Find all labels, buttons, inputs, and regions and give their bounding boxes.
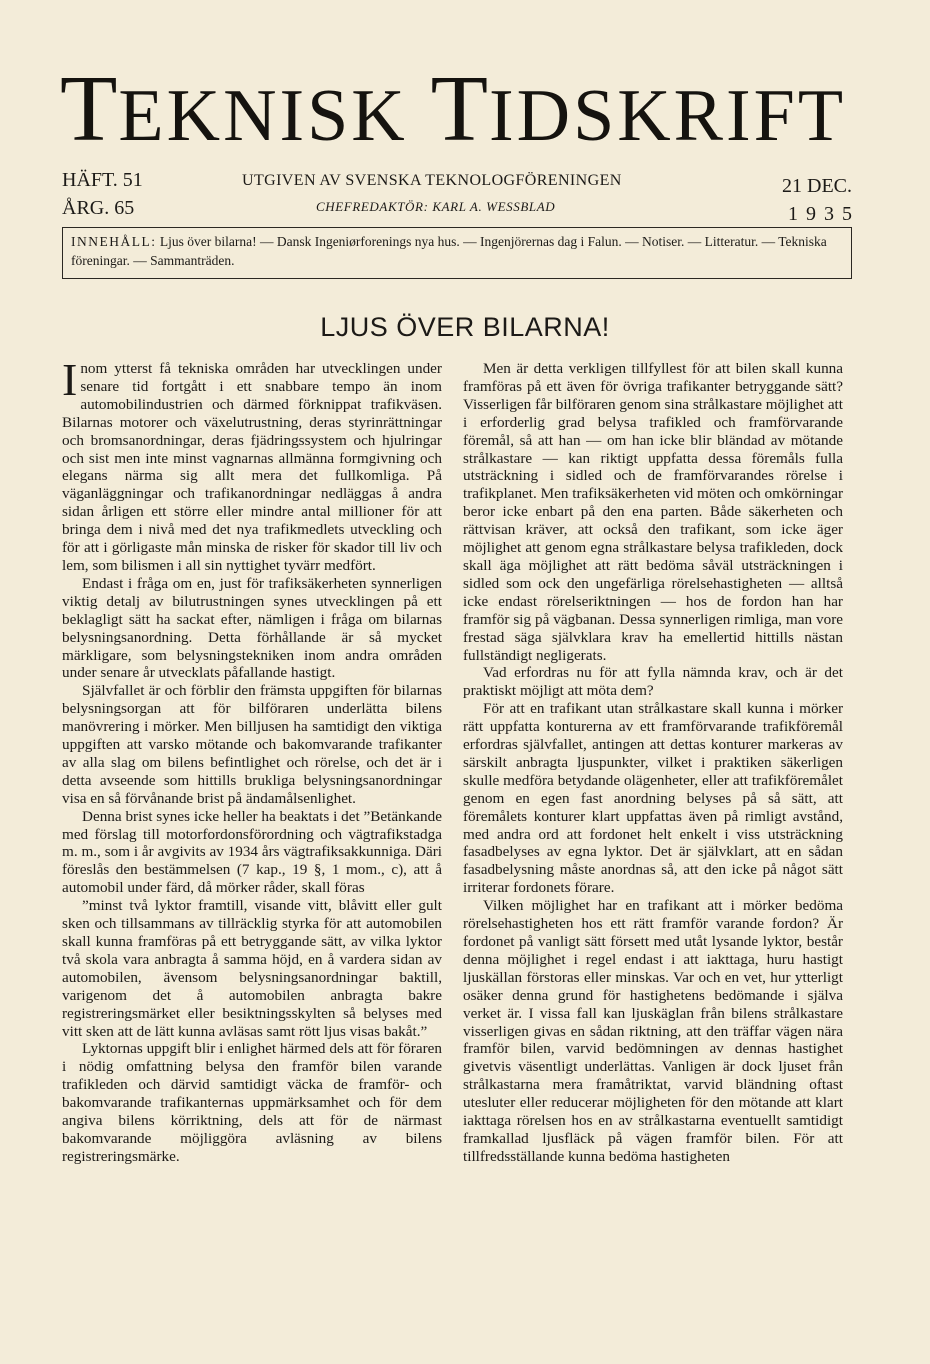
paragraph: Inom ytterst få tekniska områden har utvecklingen under senare tid fortgått i ett snabbare tempo än inom automobilindustrien och därmed förknippat trafikväsen. Bilarnas motorer och växelutrustning, deras styrinrättningar och bromsanordningar, deras fjädringssystem och hjulringar och sist men inte minst vagnarnas allmänna formgivning och elegans närma sig allt mera det fullkomliga. På väganläggningar och trafikanordningar nedläggas å andra sidan årligen ett större eller mindre antal millioner för att bringa dem i nivå med det nya trafikmedlets utveckling och för att i görligaste mån minska de risker för skador till liv och lem, som bilismen i all sin nyttighet tyvärr medfört. bbox=[62, 354, 442, 574]
paragraph: Vad erfordras nu för att fylla nämnda krav, och är det praktiskt möjligt att möta dem? bbox=[463, 664, 843, 700]
article-headline: LJUS ÖVER BILARNA! bbox=[320, 312, 610, 342]
paragraph: För att en trafikant utan strålkastare skall kunna i mörker rätt uppfatta konturerna av ett framförvarande trafikföremål erfordras självfallet, antingen att dettas konturer markeras av särskilt anbragta ljuspunkter, vilket i praktiken säkerligen skulle medföra betydande olägenheter, eller att trafikföremålet genom en egen fast anordning belyses på så sätt, att föremålets konturer klart uppfattas även på rimligt avstånd, med andra ord att fordonet helt enkelt i viss utsträckning fasadbelyses av egna lyktor. Det är självklart, att en sådan fasadbelysning måste anordnas så, att den icke på något sätt irriterar fordonets förare. bbox=[463, 700, 843, 897]
contents-label: INNEHÅLL: bbox=[71, 234, 157, 249]
publisher-line: UTGIVEN AV SVENSKA TEKNOLOGFÖRENINGEN bbox=[242, 172, 622, 189]
paragraph: Vilken möjlighet har en trafikant att i mörker bedöma rörelsehastigheten hos ett rätt framför varande fordon? Är fordonet på vanligt sätt försett med utåt lysande lyktor, består denna möjlighet i regel endast i att iakttaga, huru hastigt ljuskällan förstoras eller minskas. Var och en vet, hur ytterligt osäker denna grund för hastighetens bedömande i själva verket är. I vissa fall kan ljuskäglan från bilens strålkastare visserligen givas en sådan riktning, att den träffar vägen nära framför bilen, varvid bedömningen av dennas hastighet givetvis väsentligt underlättas. Vanligen är dock ljuset från strålkastarna mera framåtriktat, varvid bländning oftast utesluter eller reducerar möjligheten för den mötande att klart iakttaga rörelsen hos en av strålkastarna eventuellt samtidigt framkallad ljusfläck på vägen framför bilen. För att tillfredsställande kunna bedöma hastigheten bbox=[463, 897, 843, 1165]
paragraph: Lyktornas uppgift blir i enlighet härmed dels att för föraren i nödig omfattning belysa den framför bilen varande trafikleden och därvid samtidigt väcka de framför- och bakomvarande trafikanternas uppmärksamhet och för dem angiva bilens körriktning, dels att för de närmast bakomvarande möjliggöra avläsning av bilens registreringsmärke. bbox=[62, 1040, 442, 1165]
contents-text: Ljus över bilarna! — Dansk Ingeniørforenings nya hus. — Ingenjörernas dag i Falun. — Notiser. — Litteratur. — Tekniska föreningar. — Sammanträden. bbox=[71, 234, 827, 268]
issue-haft: HÄFT. 51 bbox=[62, 169, 143, 191]
masthead-title: TEKNISK TIDSKRIFT bbox=[60, 57, 847, 161]
date-year: 1935 bbox=[788, 203, 860, 225]
paragraph: Men är detta verkligen tillfyllest för att bilen skall kunna framföras på ett även för övriga trafikanter betryggande sätt? Visserligen får bilföraren genom sina strålkastare möjlighet att i erforderlig grad belysa trafikled och framförvarande föremål, så att han — om han icke blir bländad av mötande strålkastare — kan riktigt uppfatta dessa föremåls fulla utsträckning i sidled och de framförvarandes rörelse i trafikplanet. Men trafiksäkerheten vid möten och omkörningar beror icke enbart på den ena parten. Både säkerheten och rättvisan kräver, att också den trafikant, som icke äger möjlighet att genom egna strålkastare belysa trafikleden, dock skall äga möjlighet att rätt bedöma såväl utsträckningen i sidled som ock den ungefärliga rörelsehastigheten — alltså icke endast rörelseriktningen — hos de fordon han har framför sig på vägbanan. Dessa synnerligen rimliga, man vore frestad säga självklara krav ha emellertid hittills nästan fullständigt negligerats. bbox=[463, 360, 843, 664]
paragraph: Endast i fråga om en, just för trafiksäkerheten synnerligen viktig detalj av bilutrustningen synes utvecklingen på ett beklagligt sätt ha sackat efter, nämligen i fråga om bilarnas belysningsanordning. Detta förhållande är så mycket märkligare, som belysningstekniken inom andra områden under senare år utvecklats påfallande hastigt. bbox=[62, 574, 442, 682]
article-column-right bbox=[463, 360, 843, 1166]
issue-date bbox=[782, 172, 860, 228]
editor-line: CHEFREDAKTÖR: KARL A. WESSBLAD bbox=[316, 199, 556, 214]
paragraph: Självfallet är och förblir den främsta uppgiften för bilarnas belysningsorgan att för bilföraren underlätta bilens manövrering i mörker. Men billjusen ha samtidigt den viktiga uppgiften att varsko mötande och bakomvarande trafikanter av alla slag om bilens befintlighet och rörelse, och det är i detta avseende som hittills brukliga belysningsanordningar visa en så förvånande brist på ändamålsenlighet. bbox=[62, 682, 442, 807]
drop-cap: I bbox=[62, 354, 78, 405]
paragraph: Denna brist synes icke heller ha beaktats i det ”Betänkande med förslag till motorfordonsförordning och vägtrafikstadga m. m., som i år avgivits av 1934 års vägtrafiksakkunniga. Däri föreslås den bestämmelsen (7 kap., 19 §, 1 mom., c), att å automobil under färd, då mörker råder, skall föras bbox=[62, 807, 442, 897]
issue-arg: ÅRG. 65 bbox=[62, 197, 135, 219]
issue-number bbox=[62, 166, 143, 222]
quotation: ”minst två lyktor framtill, visande vitt, blåvitt eller gult sken och tillsammans av tillräcklig styrka för att automobilen skall kunna framföras på ett betryggande sätt, av vilka lyktor två skola vara anbragta å samma höjd, en å vardera sidan av automobilen, ävensom belysningsanordningar baktill, varigenom det å automobilen anbragta bakre registreringsmärket eller besiktningsskylten så belyses med vitt sken att de lätt kunna avläsas samt rött ljus visas bakåt.” bbox=[62, 897, 442, 1040]
contents-box bbox=[62, 227, 852, 279]
date-day: 21 DEC. bbox=[782, 175, 852, 197]
article-column-left bbox=[62, 354, 442, 1166]
